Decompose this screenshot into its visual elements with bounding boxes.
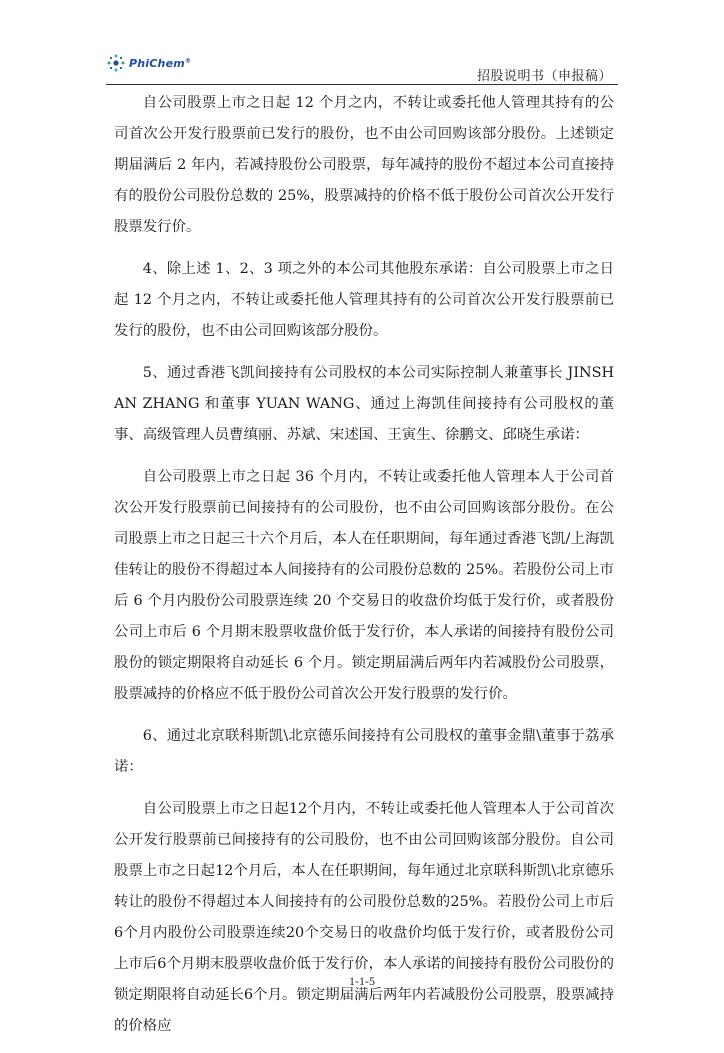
paragraph: 6、通过北京联科斯凯\北京德乐间接持有公司股权的董事金鼎\董事于荔承诺： [114,728,614,775]
header-divider [106,84,618,85]
paragraph: 5、通过香港飞凯间接持有公司股权的本公司实际控制人兼董事长 JINSHAN ZHANG 和董事 YUAN WANG、通过上海凯佳间接持有公司股权的董事、高级管理人员曹缜丽、苏斌、宋述国、王寅生、徐鹏文、邱晓生承诺： [114,365,614,443]
paragraph: 自公司股票上市之日起 12 个月之内，不转让或委托他人管理其持有的公司首次公开发行股票前已发行的股份，也不由公司回购该部分股份。上述锁定期届满后 2 年内，若减持股份公司股票，每年减持的股份不超过本公司直接持有的股份公司股份总数的 25%，股票减持的价格不低于股份公司首次公开发行股票发行价。 [114,95,614,235]
paragraph: 自公司股票上市之日起 36 个月内，不转让或委托他人管理本人于公司首次公开发行股票前已间接持有的公司股份，也不由公司回购该部分股份。在公司股票上市之日起三十六个月后，本人在任职期间，每年通过香港飞凯/上海凯佳转让的股份不得超过本人间接持有的公司股份总数的 25%。若股份公司上市后 6 个月内股份公司股票连续 20 个交易日的收盘价均低于发行价，或者股份公司上市后 6 个月期末股票收盘价低于发行价，本人承诺的间接持有股份公司股份的锁定期限将自动延长 6 个月。锁定期届满后两年内若减股份公司股票，股票减持的价格应不低于股份公司首次公开发行股票的发行价。 [114,469,614,702]
page-number: 1-1-5 [349,974,375,988]
page-header [0,0,724,90]
document-title: 招股说明书（申报稿） [476,69,612,84]
paragraph: 4、除上述 1、2、3 项之外的本公司其他股东承诺：自公司股票上市之日起 12 个月之内，不转让或委托他人管理其持有的公司首次公开发行股票前已发行的股份，也不由公司回购该部分股份。 [114,261,614,339]
paragraph: 自公司股票上市之日起12个月内，不转让或委托他人管理本人于公司首次公开发行股票前已间接持有的公司股份，也不由公司回购该部分股份。自公司股票上市之日起12个月后，本人在任职期间，每年通过北京联科斯凯\北京德乐转让的股份不得超过本人间接持有的公司股份总数的25%。若股份公司上市后6个月内股份公司股票连续20个交易日的收盘价均低于发行价，或者股份公司上市后6个月期末股票收盘价低于发行价，本人承诺的间接持有股份公司股份的锁定期限将自动延长6个月。锁定期届满后两年内若减股份公司股票，股票减持的价格应 [114,801,614,1034]
logo-star-icon [106,53,126,73]
logo-wordmark: PhiChem® [129,56,192,70]
company-logo [106,52,191,74]
page-body [114,88,614,1053]
